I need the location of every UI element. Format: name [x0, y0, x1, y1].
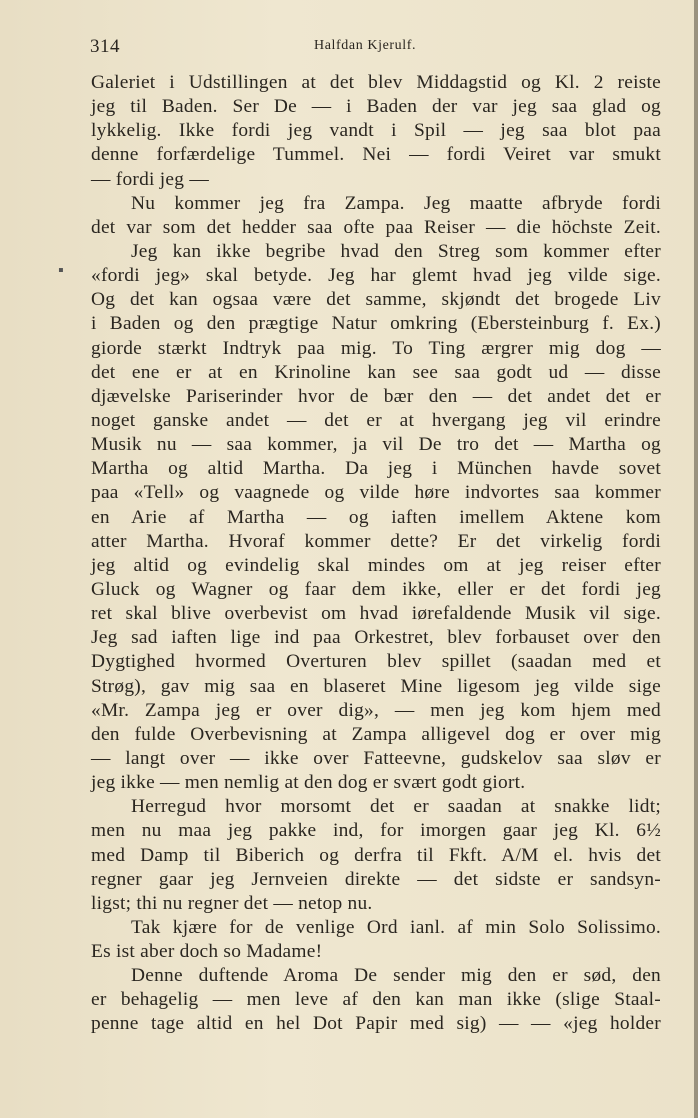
text-line: — langt over — ikke over Fatteevne, gudskelov saa sløv er — [91, 747, 661, 769]
text-line: Nu kommer jeg fra Zampa. Jeg maatte afbryde fordi — [131, 192, 661, 214]
text-line: Galeriet i Udstillingen at det blev Middagstid og Kl. 2 reiste — [91, 72, 661, 93]
text-line: djævelske Pariserinder hvor de bær den — det andet det er — [91, 385, 661, 407]
running-head: Halfdan Kjerulf. — [314, 38, 417, 53]
text-line: med Damp til Biberich og derfra til Fkft. A/M el. hvis det — [91, 844, 661, 866]
text-line: regner gaar jeg Jernveien direkte — det sidste er sandsyn- — [91, 868, 661, 890]
page-number: 314 — [90, 36, 120, 57]
text-line: i Baden og den prægtige Natur omkring (Ebersteinburg f. Ex.) — [91, 313, 661, 335]
text-line: Herregud hvor morsomt det er saadan at snakke lidt; — [131, 796, 661, 818]
text-line: «Mr. Zampa jeg er over dig», — men jeg kom hjem med — [91, 699, 661, 721]
text-line: denne forfærdelige Tummel. Nei — fordi Veiret var smukt — [91, 144, 661, 166]
text-line: giorde stærkt Indtryk paa mig. To Ting ærgrer mig dog — — [91, 337, 661, 359]
text-line: Martha og altid Martha. Da jeg i München havde sovet — [91, 458, 661, 480]
text-line: Es ist aber doch so Madame! — [91, 941, 323, 963]
text-line: jeg ikke — men nemlig at den dog er svært godt giort. — [91, 772, 526, 794]
text-line: men nu maa jeg pakke ind, for imorgen gaar jeg Kl. 6½ — [91, 820, 661, 842]
text-line: jeg til Baden. Ser De — i Baden der var jeg saa glad og — [91, 96, 661, 118]
text-line: Tak kjære for de venlige Ord ianl. af min Solo Solissimo. — [131, 916, 661, 938]
body-text — [91, 71, 661, 1037]
text-line: noget ganske andet — det er at hvergang jeg vil erindre — [91, 409, 661, 431]
text-line: lykkelig. Ikke fordi jeg vandt i Spil — jeg saa blot paa — [91, 120, 661, 142]
text-line: Dygtighed hvormed Overturen blev spillet (saadan med et — [91, 651, 661, 673]
margin-mark: ▪ — [58, 262, 64, 279]
text-line: ret skal blive overbevist om hvad iørefaldende Musik vil sige. — [91, 603, 661, 625]
text-line: ligst; thi nu regner det — netop nu. — [91, 892, 373, 914]
text-line: Denne duftende Aroma De sender mig den er sød, den — [131, 965, 661, 987]
text-line: penne tage altid en hel Dot Papir med sig) — — «jeg holder — [91, 1013, 661, 1035]
text-line: atter Martha. Hvoraf kommer dette? Er det virkelig fordi — [91, 530, 661, 552]
text-line: Gluck og Wagner og faar dem ikke, eller er det fordi jeg — [91, 578, 661, 600]
text-line: paa «Tell» og vaagnede og vilde høre indvortes saa kommer — [91, 482, 661, 504]
text-line: jeg altid og evindelig skal mindes om at jeg reiser efter — [91, 554, 661, 576]
text-line: Jeg kan ikke begribe hvad den Streg som kommer efter — [131, 240, 661, 262]
text-line: — fordi jeg — — [91, 168, 209, 190]
page-edge — [694, 0, 698, 1118]
text-line: det ene er at en Krinoline kan see saa godt ud — disse — [91, 361, 661, 383]
text-line: den fulde Overbevisning at Zampa alligevel dog er over mig — [91, 723, 661, 745]
text-line: er behagelig — men leve af den kan man ikke (slige Staal- — [91, 989, 661, 1011]
text-line: Og det kan ogsaa være det samme, skjøndt det brogede Liv — [91, 289, 661, 311]
text-line: Musik nu — saa kommer, ja vil De tro det — Martha og — [91, 434, 661, 456]
text-line: Jeg sad iaften lige ind paa Orkestret, blev forbauset over den — [91, 627, 661, 649]
text-line: en Arie af Martha — og iaften imellem Aktene kom — [91, 506, 661, 528]
page-header — [90, 36, 660, 62]
text-line: Strøg), gav mig saa en blaseret Mine ligesom jeg vilde sige — [91, 675, 661, 697]
text-line: det var som det hedder saa ofte paa Reiser — die höchste Zeit. — [91, 216, 661, 238]
text-line: «fordi jeg» skal betyde. Jeg har glemt hvad jeg vilde sige. — [91, 265, 661, 287]
